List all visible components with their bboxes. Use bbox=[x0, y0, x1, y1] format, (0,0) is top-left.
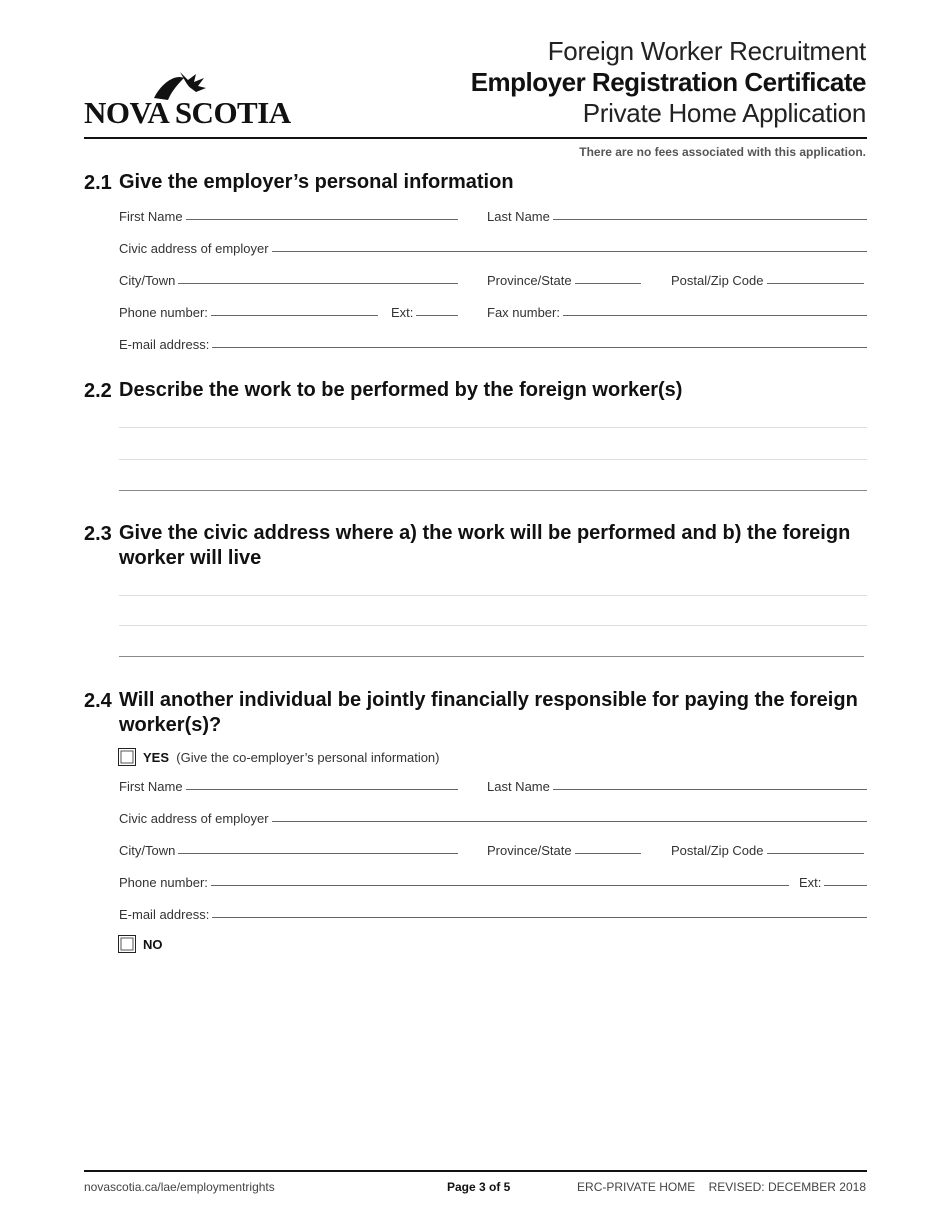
city-field[interactable]: City/Town bbox=[119, 270, 458, 288]
section-title: Will another individual be jointly financially responsible for paying the foreign worker(s)? bbox=[119, 689, 858, 736]
no-checkbox[interactable] bbox=[118, 935, 136, 953]
form-title-block bbox=[471, 36, 866, 129]
work-description-line[interactable] bbox=[119, 459, 867, 460]
header-divider bbox=[84, 137, 867, 139]
email-field[interactable]: E-mail address: bbox=[119, 334, 867, 352]
co-employer-civic-address-field[interactable]: Civic address of employer bbox=[119, 808, 867, 826]
section-title: Give the civic address where a) the work will be performed and b) the foreign worker will live bbox=[119, 522, 851, 569]
work-address-line[interactable] bbox=[119, 625, 867, 626]
co-employer-ext-field[interactable]: Ext: bbox=[799, 872, 867, 890]
section-number: 2.4 bbox=[84, 690, 112, 712]
section-number: 2.3 bbox=[84, 523, 112, 545]
section-number: 2.1 bbox=[84, 172, 112, 194]
section-number: 2.2 bbox=[84, 380, 112, 402]
application-type: Private Home Application bbox=[582, 98, 866, 128]
form-id-revision: ERC-PRIVATE HOME REVISED: DECEMBER 2018 bbox=[577, 1180, 866, 1194]
page-number: Page 3 of 5 bbox=[447, 1180, 511, 1194]
no-fees-notice: There are no fees associated with this application. bbox=[579, 145, 866, 159]
last-name-field[interactable]: Last Name bbox=[487, 206, 867, 224]
civic-address-field[interactable]: Civic address of employer bbox=[119, 238, 867, 256]
nova-scotia-logo bbox=[84, 68, 299, 130]
co-employer-postal-code-field[interactable]: Postal/Zip Code bbox=[671, 840, 864, 858]
ext-field[interactable]: Ext: bbox=[391, 302, 458, 320]
co-employer-province-field[interactable]: Province/State bbox=[487, 840, 641, 858]
footer-url: novascotia.ca/lae/employmentrights bbox=[84, 1180, 275, 1194]
phone-field[interactable]: Phone number: bbox=[119, 302, 378, 320]
section-title: Give the employer’s personal information bbox=[119, 171, 514, 193]
yes-checkbox-label: YES (Give the co-employer’s personal information) bbox=[143, 750, 440, 765]
co-employer-email-field[interactable]: E-mail address: bbox=[119, 904, 867, 922]
yes-checkbox[interactable] bbox=[118, 748, 136, 766]
co-employer-last-name-field[interactable]: Last Name bbox=[487, 776, 867, 794]
co-employer-phone-field[interactable]: Phone number: bbox=[119, 872, 789, 890]
first-name-field[interactable]: First Name bbox=[119, 206, 458, 224]
section-title: Describe the work to be performed by the foreign worker(s) bbox=[119, 379, 683, 401]
work-address-line[interactable] bbox=[119, 595, 867, 596]
province-field[interactable]: Province/State bbox=[487, 270, 641, 288]
co-employer-first-name-field[interactable]: First Name bbox=[119, 776, 458, 794]
postal-code-field[interactable]: Postal/Zip Code bbox=[671, 270, 864, 288]
no-checkbox-label: NO bbox=[143, 937, 163, 952]
work-address-line[interactable] bbox=[119, 656, 864, 657]
work-description-line[interactable] bbox=[119, 427, 867, 428]
work-description-line[interactable] bbox=[119, 490, 867, 491]
logo-wordmark: NOVA SCOTIA bbox=[84, 95, 291, 130]
footer-divider bbox=[84, 1170, 867, 1172]
fax-field[interactable]: Fax number: bbox=[487, 302, 867, 320]
co-employer-city-field[interactable]: City/Town bbox=[119, 840, 458, 858]
program-title: Foreign Worker Recruitment bbox=[547, 36, 866, 66]
certificate-title: Employer Registration Certificate bbox=[470, 67, 866, 97]
